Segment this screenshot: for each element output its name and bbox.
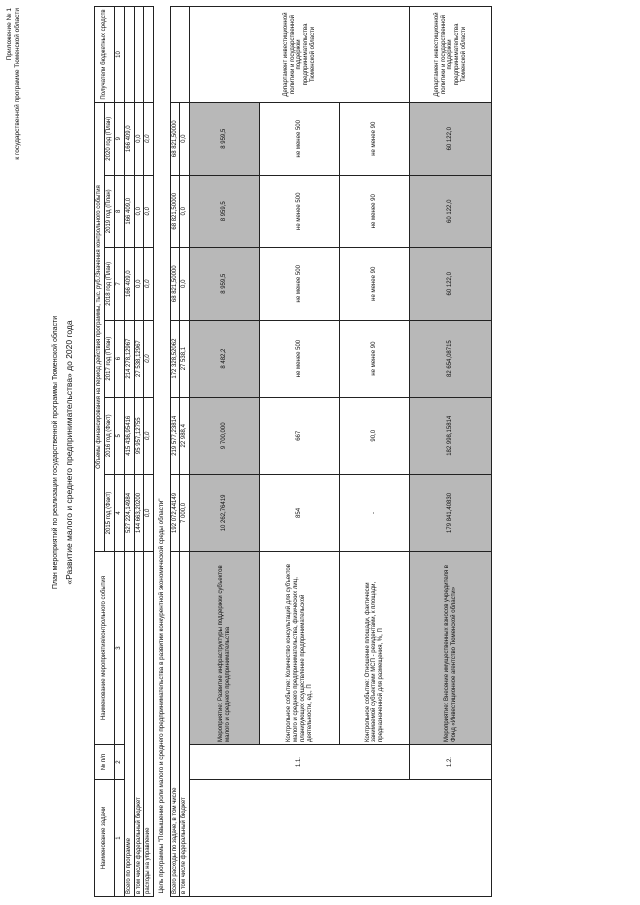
cell-value: 166 409,0	[124, 102, 134, 175]
cell-value: 95 957,12755	[134, 397, 144, 474]
cell-value: не менее 500	[260, 175, 340, 248]
column-index: 3	[114, 552, 124, 745]
cell-value: 527 224,14984	[124, 474, 134, 551]
table-row-total-program	[124, 7, 134, 897]
cell-empty	[170, 7, 190, 103]
cell-value: 144 663,20200	[134, 474, 144, 551]
cell-empty	[144, 7, 154, 103]
column-index: 9	[114, 102, 124, 175]
header-year-2018: 2018 год (План)	[104, 248, 114, 321]
cell-value: 0,0	[134, 102, 144, 175]
header-task: Наименование задачи	[95, 780, 115, 897]
cell-value: 179 841,40830	[410, 474, 492, 551]
cell-value: 0,0	[144, 248, 154, 321]
cell-value: 0,0	[134, 175, 144, 248]
activity-name: Мероприятие: Внесение имущественных взносов учредителя в Фонд «Инвестиционное агентство Тюменской области»	[410, 552, 492, 745]
cell-value: 0,0	[180, 102, 190, 175]
cell-value: 182 998,15814	[410, 397, 492, 474]
row-label: Всего расходы по задаче, в том числе	[170, 552, 180, 897]
table-row-activity-1-2	[410, 7, 492, 897]
cell-value: 8 959,5	[190, 102, 260, 175]
cell-empty	[124, 7, 134, 103]
cell-value: 0,0	[144, 175, 154, 248]
document-title: План мероприятий по реализации государственной программы Тюменской области	[52, 315, 59, 590]
cell-value: 68 821,50000	[170, 102, 180, 175]
program-goal: Цель программы "Повышение роли малого и среднего предпринимательства в развитии конкурентной экономической среды области"	[154, 7, 170, 897]
table-row-task-federal	[180, 7, 190, 897]
row-number: 1.2.	[410, 744, 492, 779]
cell-value: не менее 500	[260, 320, 340, 397]
header-year-2017: 2017 год (План)	[104, 320, 114, 397]
cell-value: 166 409,0	[124, 175, 134, 248]
column-index: 4	[114, 474, 124, 551]
document-subtitle: «Развитие малого и среднего предпринимательства» до 2020 года	[64, 320, 74, 585]
header-year-2015: 2015 год (Факт)	[104, 474, 114, 551]
cell-value: 22 988,4	[180, 397, 190, 474]
cell-value: 8 482,2	[190, 320, 260, 397]
cell-value: 68 821,50000	[170, 248, 180, 321]
recipient: Департамент инвестиционной политики и государственной поддержки предпринимательства Тюменской области	[410, 7, 492, 103]
cell-value: 0,0	[180, 248, 190, 321]
table-row-goal	[154, 7, 170, 897]
cell-value: 0,0	[144, 320, 154, 397]
event-name: Контрольное событие: Количество консультаций для субъектов малого и среднего предпринимательства, физических лиц, планирующих осуществление предпринимательской деятельности, ед., П	[260, 552, 340, 745]
table-header-row	[95, 7, 105, 897]
cell-value: 219 577,23814	[170, 397, 180, 474]
header-year-2019: 2019 год (План)	[104, 175, 114, 248]
header-funding: Объемы финансирования на период действия программы, тыс. руб./Значения контрольного события	[95, 102, 105, 551]
cell-value: 0,0	[144, 102, 154, 175]
cell-value: 90,0	[340, 397, 410, 474]
cell-value: 10 262,76419	[190, 474, 260, 551]
column-index: 2	[114, 744, 124, 779]
cell-value: 9 700,000	[190, 397, 260, 474]
cell-empty	[134, 7, 144, 103]
header-year-2016: 2016 год (Факт)	[104, 397, 114, 474]
cell-value: 192 072,44149	[170, 474, 180, 551]
cell-value: 27 538,12967	[134, 320, 144, 397]
column-index: 8	[114, 175, 124, 248]
column-index: 1	[114, 780, 124, 897]
cell-value: 854	[260, 474, 340, 551]
cell-value: 68 821,50000	[170, 175, 180, 248]
cell-value: не менее 90	[340, 175, 410, 248]
row-label: в том числе федеральный бюджет	[134, 552, 144, 897]
cell-value: 415 436,95416	[124, 397, 134, 474]
cell-value: 8 959,5	[190, 175, 260, 248]
cell-value: -	[340, 474, 410, 551]
row-label: расходы на управление	[144, 552, 154, 897]
cell-value: не менее 90	[340, 102, 410, 175]
cell-value: 82 654,08715	[410, 320, 492, 397]
cell-value: 166 409,0	[124, 248, 134, 321]
cell-value: не менее 500	[260, 248, 340, 321]
column-index: 5	[114, 397, 124, 474]
cell-value: 214 278,12967	[124, 320, 134, 397]
cell-value: не менее 500	[260, 102, 340, 175]
header-recipient: Получатели бюджетных средств	[95, 7, 115, 103]
cell-value: 60 122,0	[410, 102, 492, 175]
recipient: Департамент инвестиционной политики и государственной поддержки предпринимательства Тюменской области	[190, 7, 410, 103]
cell-value: 60 122,0	[410, 175, 492, 248]
table-row-total-admin	[144, 7, 154, 897]
header-number: № п/п	[95, 744, 115, 779]
column-index: 10	[114, 7, 124, 103]
table-row-total-federal	[134, 7, 144, 897]
cell-value: 60 122,0	[410, 248, 492, 321]
event-name: Контрольное событие: Отношение площади, фактически занимаемой субъектами МСП - резидентами, к площади, предназначенной для размещения, %, П	[340, 552, 410, 745]
table-row-task-total	[170, 7, 180, 897]
row-label: Всего по программе	[124, 552, 134, 897]
cell-value: 7 000,0	[180, 474, 190, 551]
column-index-row	[114, 7, 124, 897]
cell-value: 0,0	[144, 397, 154, 474]
row-label: в том числе федеральный бюджет	[180, 552, 190, 897]
cell-value: не менее 90	[340, 320, 410, 397]
task-cell-empty	[190, 780, 492, 897]
cell-value: 667	[260, 397, 340, 474]
header-year-2020: 2020 год (План)	[104, 102, 114, 175]
cell-value: 0,0	[180, 175, 190, 248]
cell-value: 0,0	[144, 474, 154, 551]
row-number: 1.1.	[190, 744, 410, 779]
cell-value: 27 538,1	[180, 320, 190, 397]
appendix-subtitle: к государственной программе Тюменской области	[14, 8, 21, 160]
column-index: 6	[114, 320, 124, 397]
cell-value: не менее 90	[340, 248, 410, 321]
column-index: 7	[114, 248, 124, 321]
cell-value: 172 328,52062	[170, 320, 180, 397]
activity-name: Мероприятие: Развитие инфраструктуры поддержки субъектов малого и среднего предпринимательства	[190, 552, 260, 745]
header-activity-name: Наименование мероприятия/контрольного события	[95, 552, 115, 745]
plan-table	[94, 6, 492, 897]
cell-value: 0,0	[134, 248, 144, 321]
table-row-activity-1-1	[190, 7, 260, 897]
appendix-label: Приложение № 1	[6, 8, 13, 61]
cell-value: 8 959,5	[190, 248, 260, 321]
